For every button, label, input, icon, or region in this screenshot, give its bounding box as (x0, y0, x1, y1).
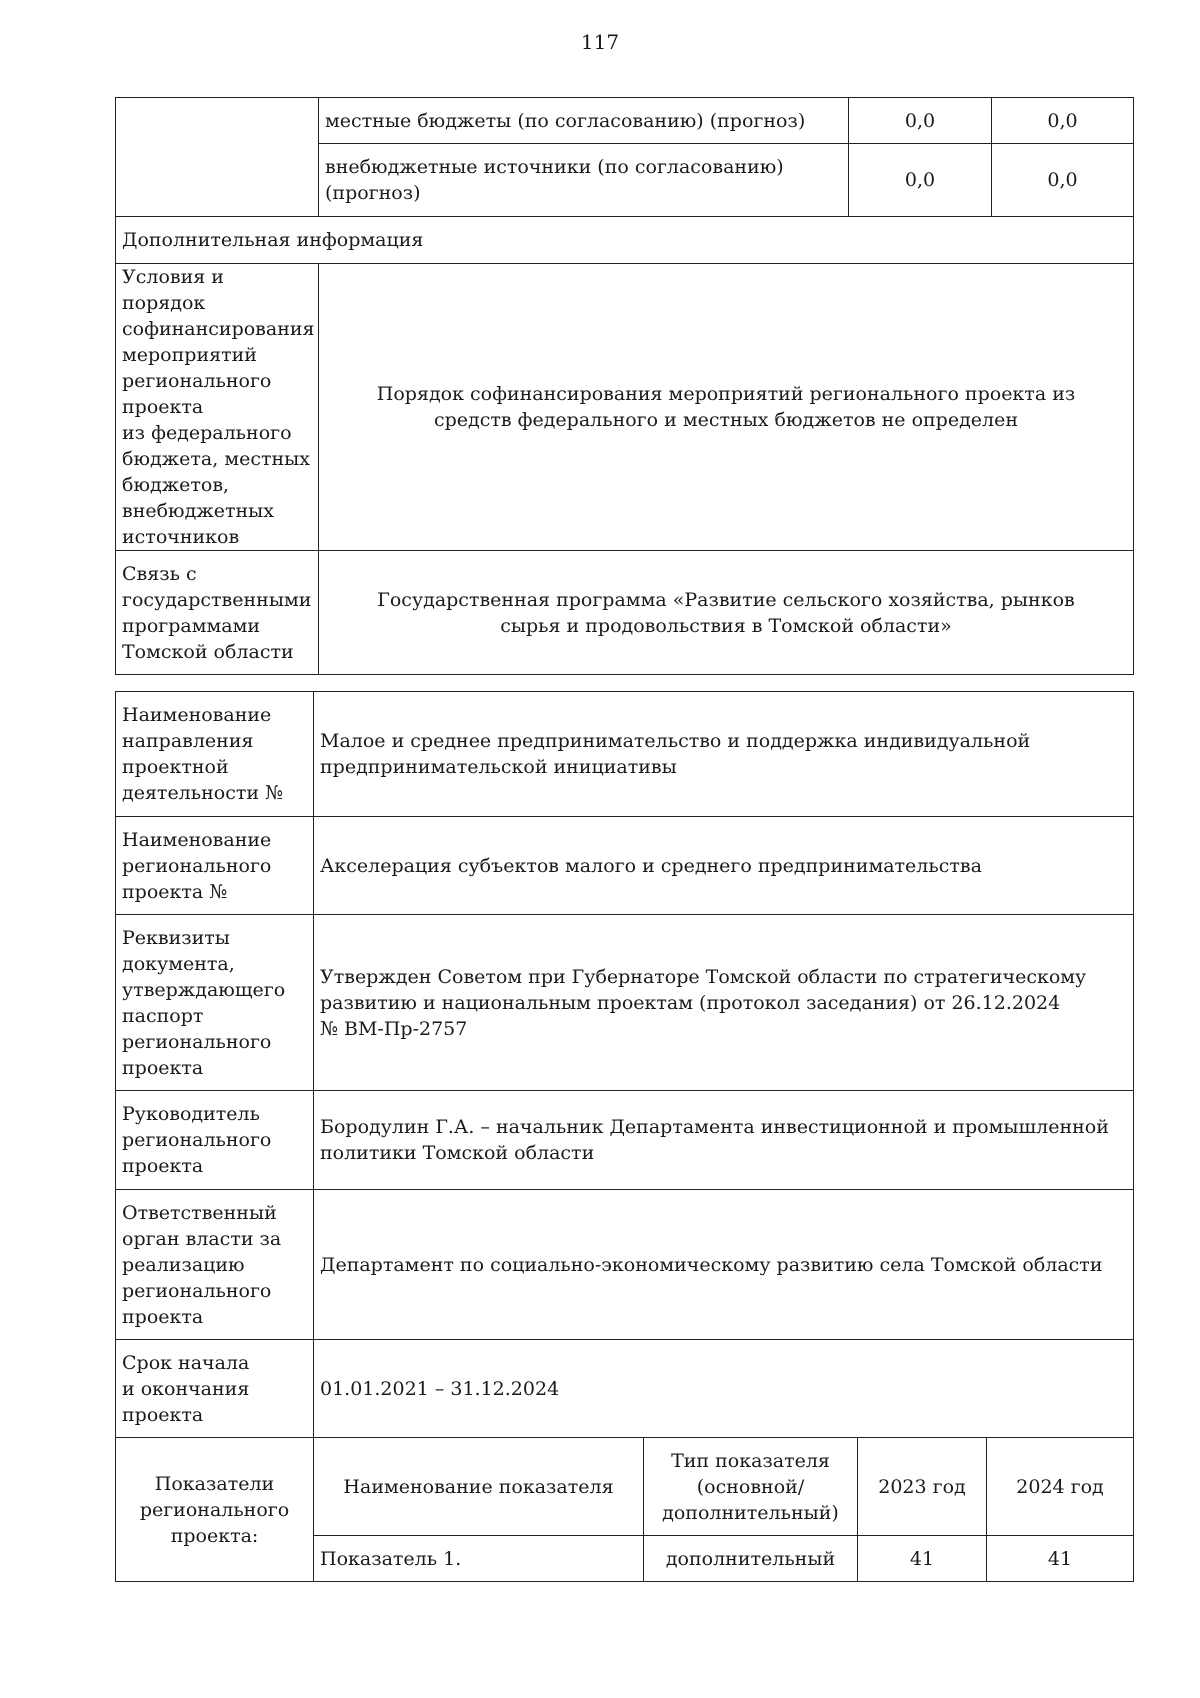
project-name-value: Акселерация субъектов малого и среднего предпринимательства (314, 817, 1134, 915)
term-label: Срок начала и окончания проекта (116, 1340, 314, 1438)
cofinancing-value: Порядок софинансирования мероприятий регионального проекта из средств федерального и местных бюджетов не определен (319, 264, 1134, 551)
table-row (116, 817, 1134, 915)
table-row (116, 98, 1134, 144)
direction-value: Малое и среднее предпринимательство и поддержка индивидуальной предпринимательской инициативы (314, 692, 1134, 817)
funding-value-2023: 0,0 (849, 144, 992, 217)
table-row (116, 1340, 1134, 1438)
table-row (116, 1190, 1134, 1340)
project-head-label: Руководитель регионального проекта (116, 1091, 314, 1190)
indicator-name: Показатель 1. (314, 1536, 644, 1582)
indicator-type-header: Тип показателя (основной/ дополнительный) (644, 1438, 858, 1536)
indicator-value-2023: 41 (858, 1536, 987, 1582)
table-row (116, 264, 1134, 551)
year-2023-header: 2023 год (858, 1438, 987, 1536)
table-row (116, 1438, 1134, 1536)
program-link-value: Государственная программа «Развитие сельского хозяйства, рынков сырья и продовольствия в Томской области» (319, 551, 1134, 675)
funding-table (115, 97, 1134, 675)
direction-label: Наименование направления проектной деятельности № (116, 692, 314, 817)
funding-row-label: местные бюджеты (по согласованию) (прогноз) (319, 98, 849, 144)
document-label: Реквизиты документа, утверждающего паспорт регионального проекта (116, 915, 314, 1091)
indicators-label: Показатели регионального проекта: (116, 1438, 314, 1582)
empty-cell (116, 98, 319, 217)
additional-info-heading: Дополнительная информация (116, 217, 1134, 264)
authority-label: Ответственный орган власти за реализацию регионального проекта (116, 1190, 314, 1340)
funding-value-2023: 0,0 (849, 98, 992, 144)
program-link-label: Связь с государственными программами Томской области (116, 551, 319, 675)
indicator-type: дополнительный (644, 1536, 858, 1582)
table-row (116, 217, 1134, 264)
project-name-label: Наименование регионального проекта № (116, 817, 314, 915)
table-row (116, 915, 1134, 1091)
indicator-value-2024: 41 (987, 1536, 1134, 1582)
table-row (116, 551, 1134, 675)
project-table (115, 691, 1134, 1582)
project-head-value: Бородулин Г.А. – начальник Департамента инвестиционной и промышленной политики Томской области (314, 1091, 1134, 1190)
term-value: 01.01.2021 – 31.12.2024 (314, 1340, 1134, 1438)
funding-value-2024: 0,0 (992, 98, 1134, 144)
table-row (116, 1091, 1134, 1190)
page-number: 117 (580, 30, 620, 54)
year-2024-header: 2024 год (987, 1438, 1134, 1536)
authority-value: Департамент по социально-экономическому развитию села Томской области (314, 1190, 1134, 1340)
table-row (116, 692, 1134, 817)
indicator-name-header: Наименование показателя (314, 1438, 644, 1536)
document-value: Утвержден Советом при Губернаторе Томской области по стратегическому развитию и национальным проектам (протокол заседания) от 26.12.2024 № ВМ-Пр-2757 (314, 915, 1134, 1091)
funding-row-label: внебюджетные источники (по согласованию) (прогноз) (319, 144, 849, 217)
cofinancing-label: Условия и порядок софинансирования мероприятий регионального проекта из федерального бюджета, местных бюджетов, внебюджетных источников (116, 264, 319, 551)
funding-value-2024: 0,0 (992, 144, 1134, 217)
